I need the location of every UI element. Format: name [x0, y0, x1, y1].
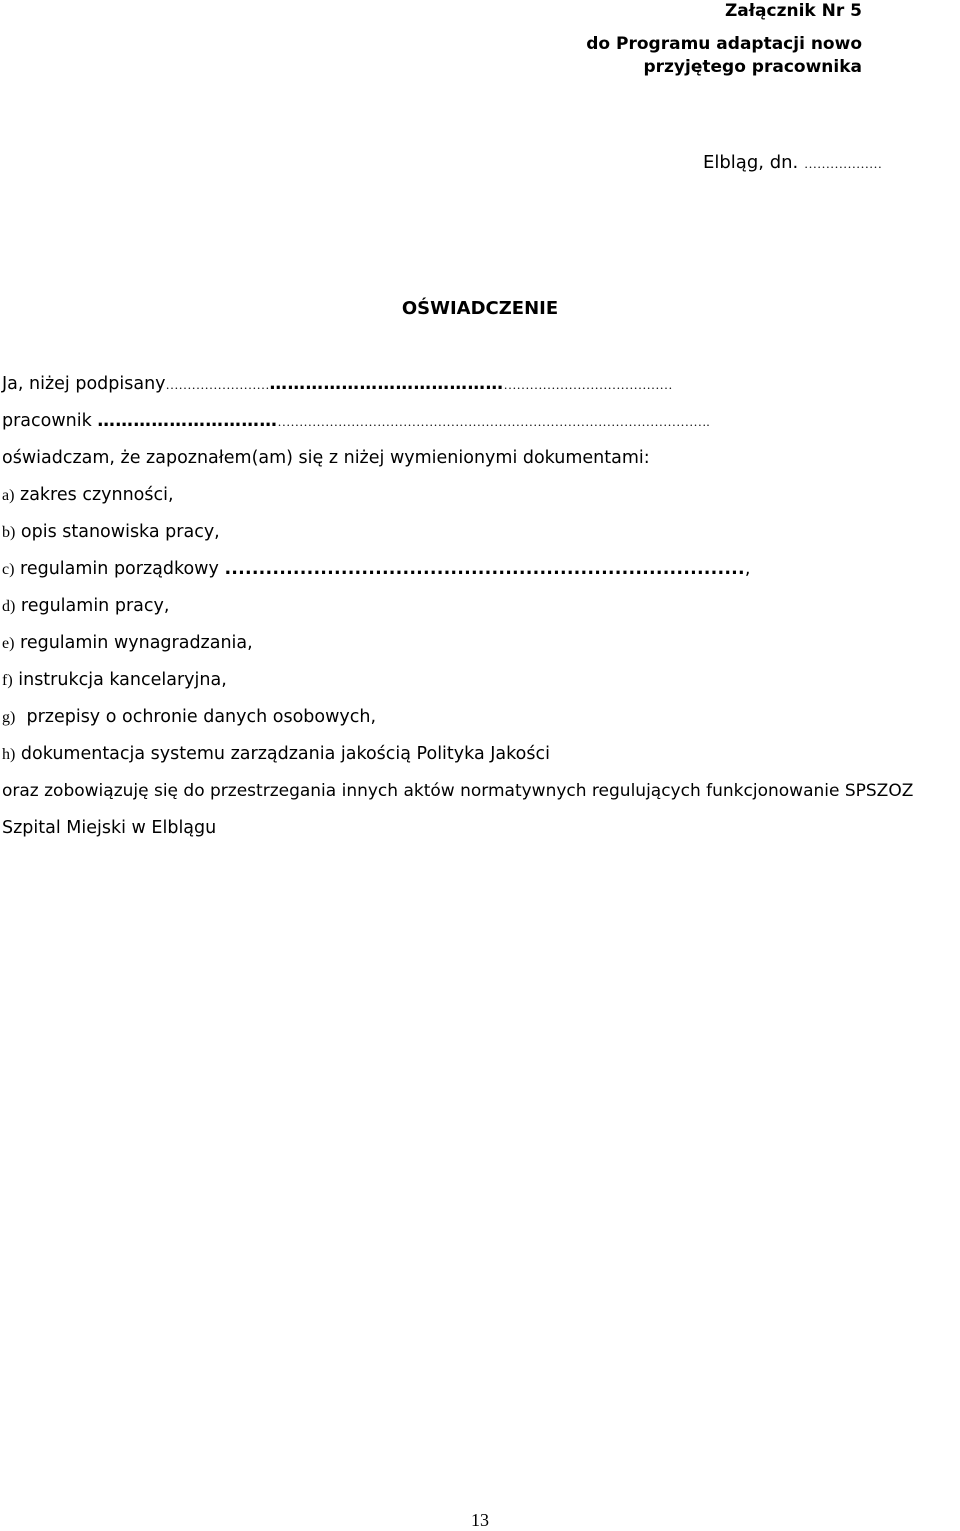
list-item-text: opis stanowiska pracy,: [20, 522, 220, 542]
list-item: [2, 521, 220, 544]
position-dots-a: …………………………: [97, 411, 278, 431]
date-fill-dots: ………………: [803, 156, 882, 171]
list-item: [2, 706, 376, 729]
list-item-text: zakres czynności,: [20, 485, 174, 505]
list-marker: d): [2, 598, 16, 615]
declarant-dots-c: …………………………………: [503, 377, 673, 392]
list-item-text: instrukcja kancelaryjna,: [18, 670, 227, 690]
attachment-subtitle-line1: do Programu adaptacji nowo: [586, 34, 862, 54]
list-item: [2, 595, 169, 618]
position-dots-b: ……………………………………………………………………………………….: [277, 414, 710, 429]
attachment-subtitle-line2: przyjętego pracownika: [643, 57, 862, 77]
position-line: [2, 410, 710, 433]
list-item: [2, 558, 750, 581]
declarant-line: [2, 373, 673, 396]
list-item: [2, 669, 227, 692]
intro-statement: oświadczam, że zapoznałem(am) się z niżej wymienionymi dokumentami:: [2, 448, 650, 468]
document-title: OŚWIADCZENIE: [401, 298, 559, 319]
attachment-number: Załącznik Nr 5: [724, 1, 862, 21]
list-marker: e): [2, 635, 15, 652]
position-label: pracownik: [2, 411, 98, 431]
list-item-text: regulamin wynagradzania,: [20, 633, 253, 653]
list-marker: c): [2, 561, 15, 578]
list-item: [2, 632, 253, 655]
declarant-label: Ja, niżej podpisany: [2, 374, 166, 394]
declarant-dots-a: ……………………: [165, 377, 270, 392]
list-marker: g): [2, 709, 16, 726]
list-item-dots: ............................................................................: [224, 559, 745, 579]
list-item: [2, 484, 174, 507]
list-item-text: regulamin porządkowy: [20, 559, 219, 579]
place-date-label: Elbląg, dn.: [703, 152, 804, 173]
list-item-text: regulamin pracy,: [20, 596, 170, 616]
list-item: [2, 743, 550, 766]
list-item-text: przepisy o ochronie danych osobowych,: [26, 707, 377, 727]
declarant-dots-b: …………………………………: [269, 374, 504, 394]
closing-statement-line2: Szpital Miejski w Elblągu: [2, 818, 217, 838]
list-marker: h): [2, 746, 16, 763]
list-marker: a): [2, 487, 15, 504]
place-date-line: [703, 152, 882, 173]
page-number: 13: [471, 1510, 489, 1530]
list-item-text: dokumentacja systemu zarządzania jakością Polityka Jakości: [20, 744, 550, 764]
list-marker: b): [2, 524, 16, 541]
list-marker: f): [2, 672, 13, 689]
list-item-suffix: ,: [744, 559, 751, 579]
closing-statement-line1: oraz zobowiązuję się do przestrzegania innych aktów normatywnych regulujących funkcjonowanie SPSZOZ: [2, 781, 914, 801]
